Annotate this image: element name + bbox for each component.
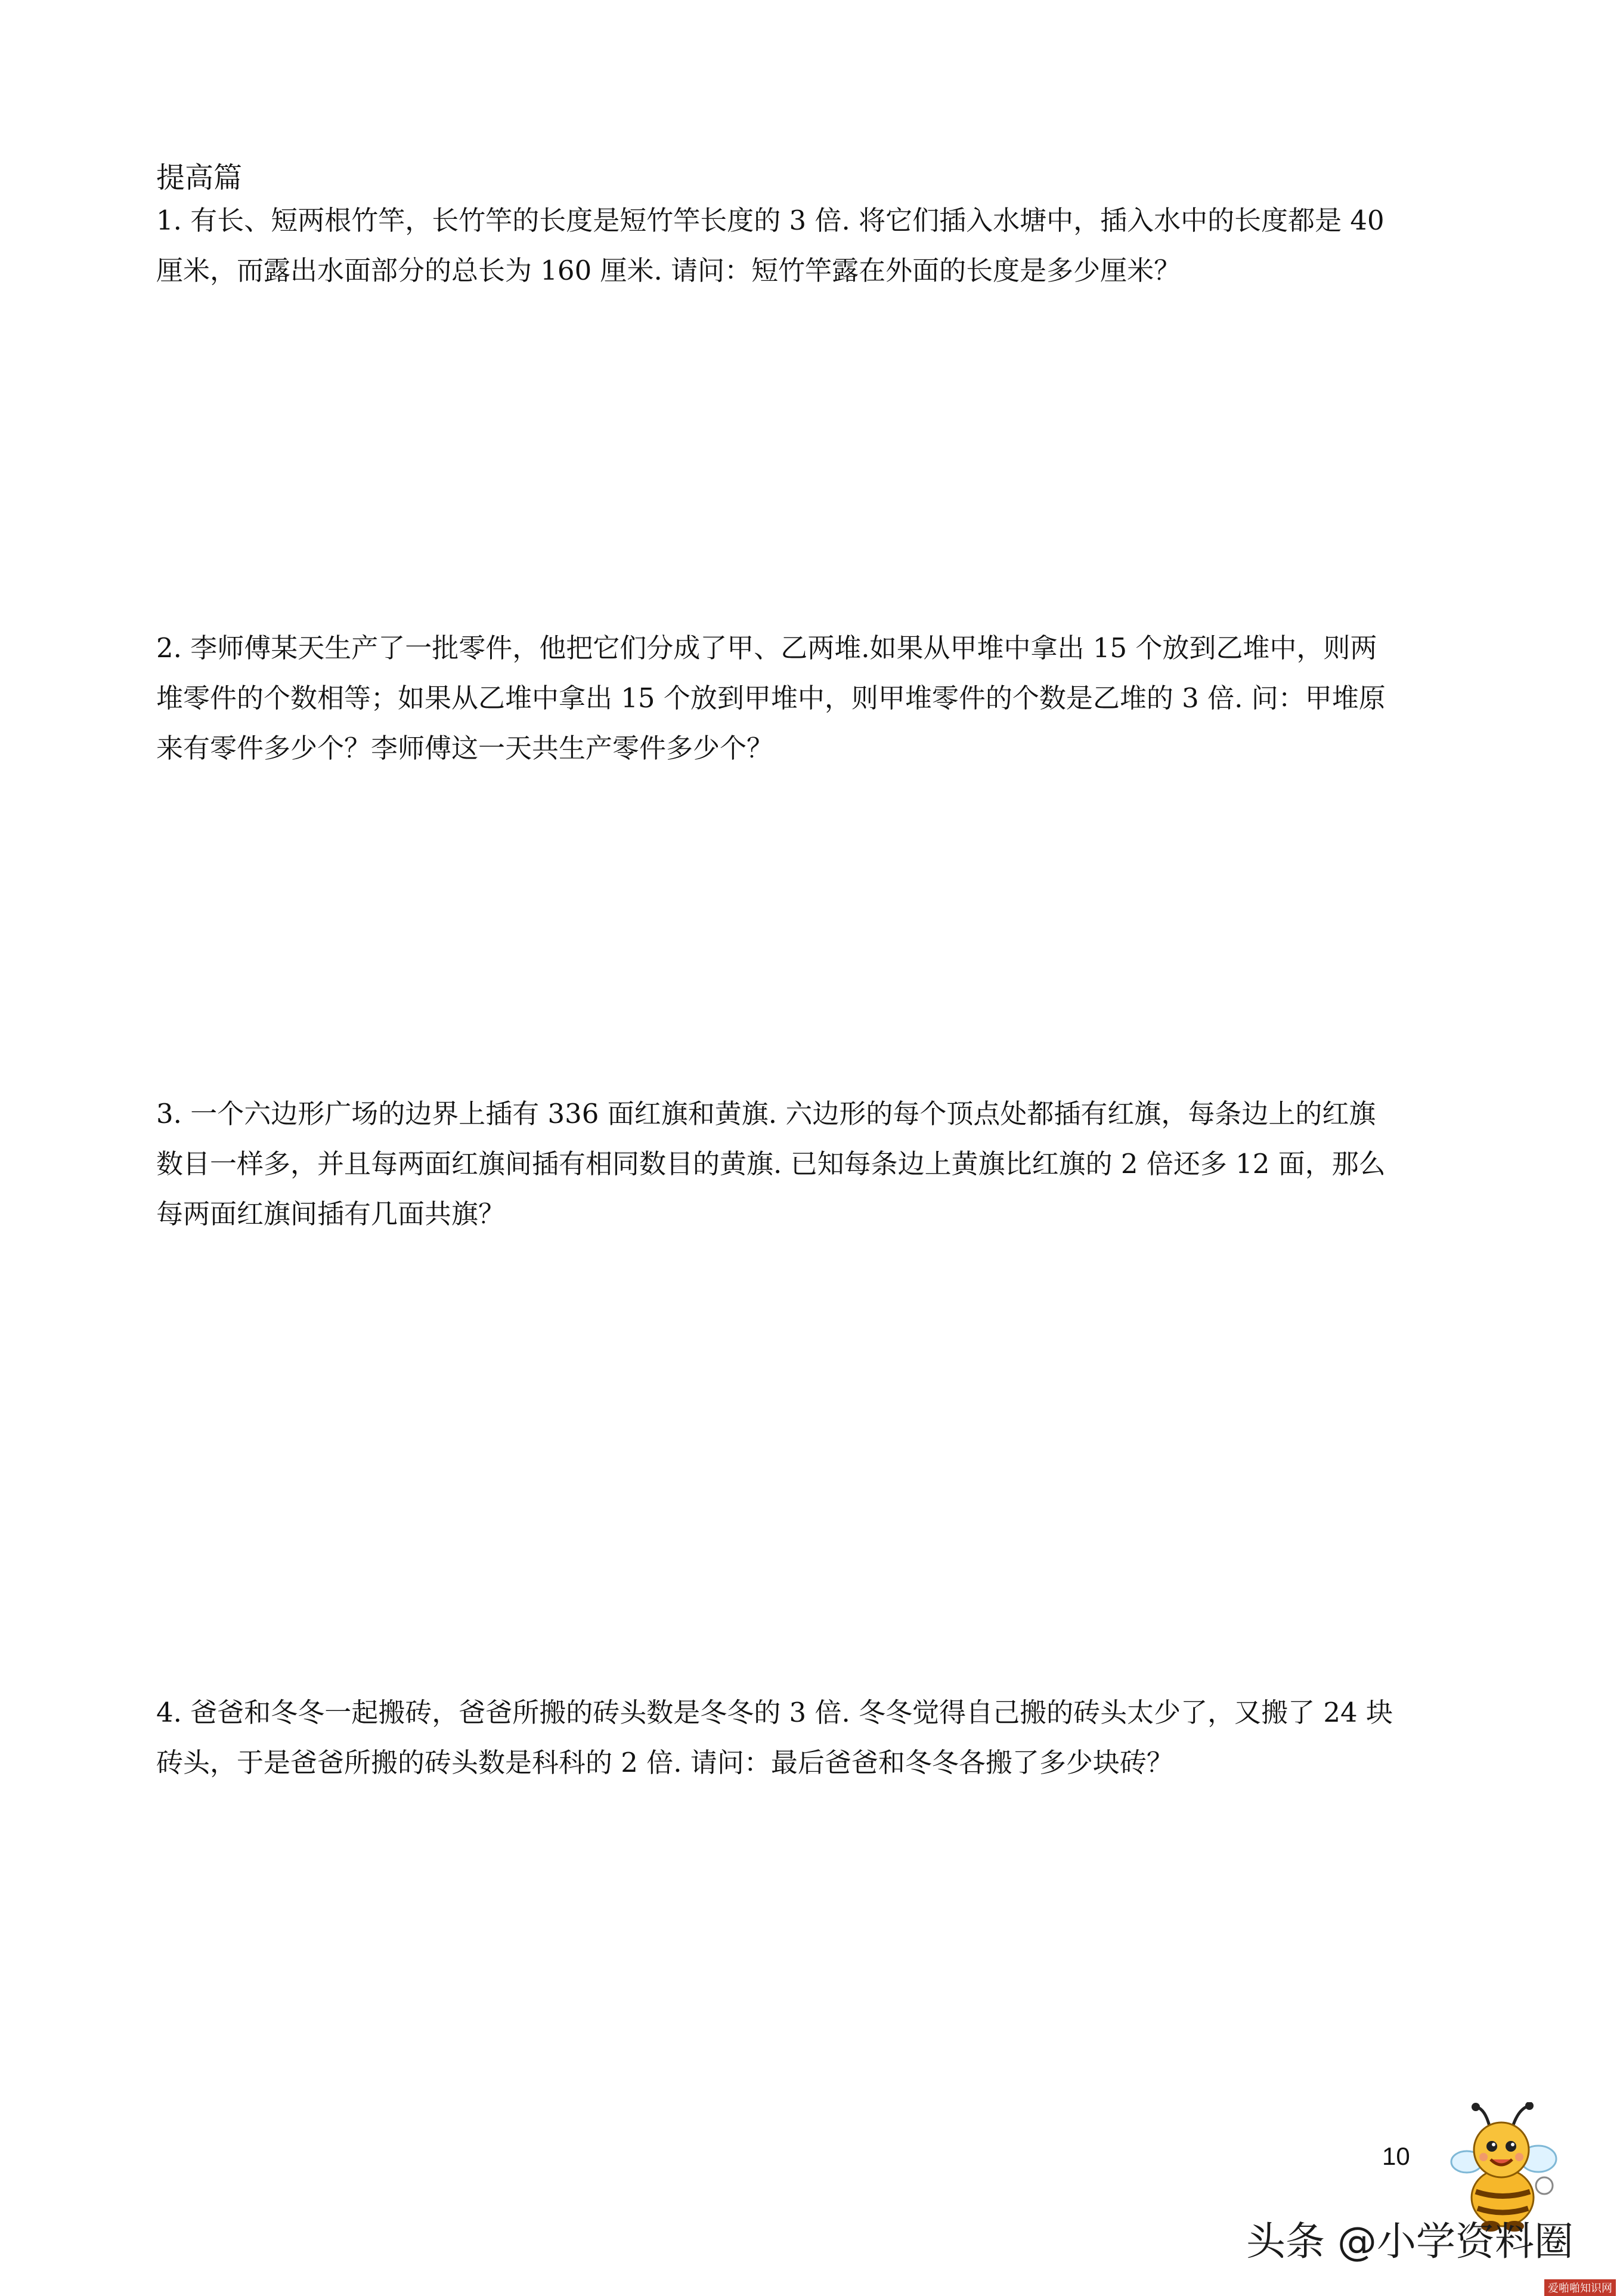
problem-1 bbox=[156, 196, 1480, 296]
problem-line: 每两面红旗间插有几面共旗？ bbox=[156, 1198, 506, 1230]
section-title: 提高篇 bbox=[156, 161, 243, 194]
problem-line: 4. 爸爸和冬冬一起搬砖，爸爸所搬的砖头数是冬冬的 3 倍. 冬冬觉得自己搬的砖头太少了，又搬了 24 块 bbox=[156, 1697, 1393, 1728]
problem-2 bbox=[156, 623, 1480, 773]
corner-watermark: 爱啪啪知识网 bbox=[1544, 2279, 1616, 2296]
problem-line: 1. 有长、短两根竹竿，长竹竿的长度是短竹竿长度的 3 倍. 将它们插入水塘中，插入水中的长度都是 40 bbox=[156, 205, 1384, 236]
problem-line: 砖头，于是爸爸所搬的砖头数是科科的 2 倍. 请问：最后爸爸和冬冬各搬了多少块砖？ bbox=[156, 1747, 1173, 1778]
problem-line: 3. 一个六边形广场的边界上插有 336 面红旗和黄旗. 六边形的每个顶点处都插有红旗，每条边上的红旗 bbox=[156, 1098, 1376, 1130]
problem-line: 来有零件多少个？李师傅这一天共生产零件多少个？ bbox=[156, 732, 774, 764]
problem-line: 堆零件的个数相等；如果从乙堆中拿出 15 个放到甲堆中，则甲堆零件的个数是乙堆的 3 倍. 问：甲堆原 bbox=[156, 682, 1386, 714]
problem-line: 厘米，而露出水面部分的总长为 160 厘米. 请问：短竹竿露在外面的长度是多少厘米？ bbox=[156, 255, 1181, 286]
watermark: 头条 @小学资料圈 bbox=[1246, 2218, 1574, 2264]
problem-3 bbox=[156, 1089, 1480, 1239]
problem-4 bbox=[156, 1688, 1480, 1788]
problem-line: 数目一样多，并且每两面红旗间插有相同数目的黄旗. 已知每条边上黄旗比红旗的 2 倍还多 12 面，那么 bbox=[156, 1148, 1386, 1180]
page-number: 10 bbox=[1382, 2142, 1410, 2170]
problem-line: 2. 李师傅某天生产了一批零件，他把它们分成了甲、乙两堆.如果从甲堆中拿出 15 个放到乙堆中，则两 bbox=[156, 632, 1377, 664]
